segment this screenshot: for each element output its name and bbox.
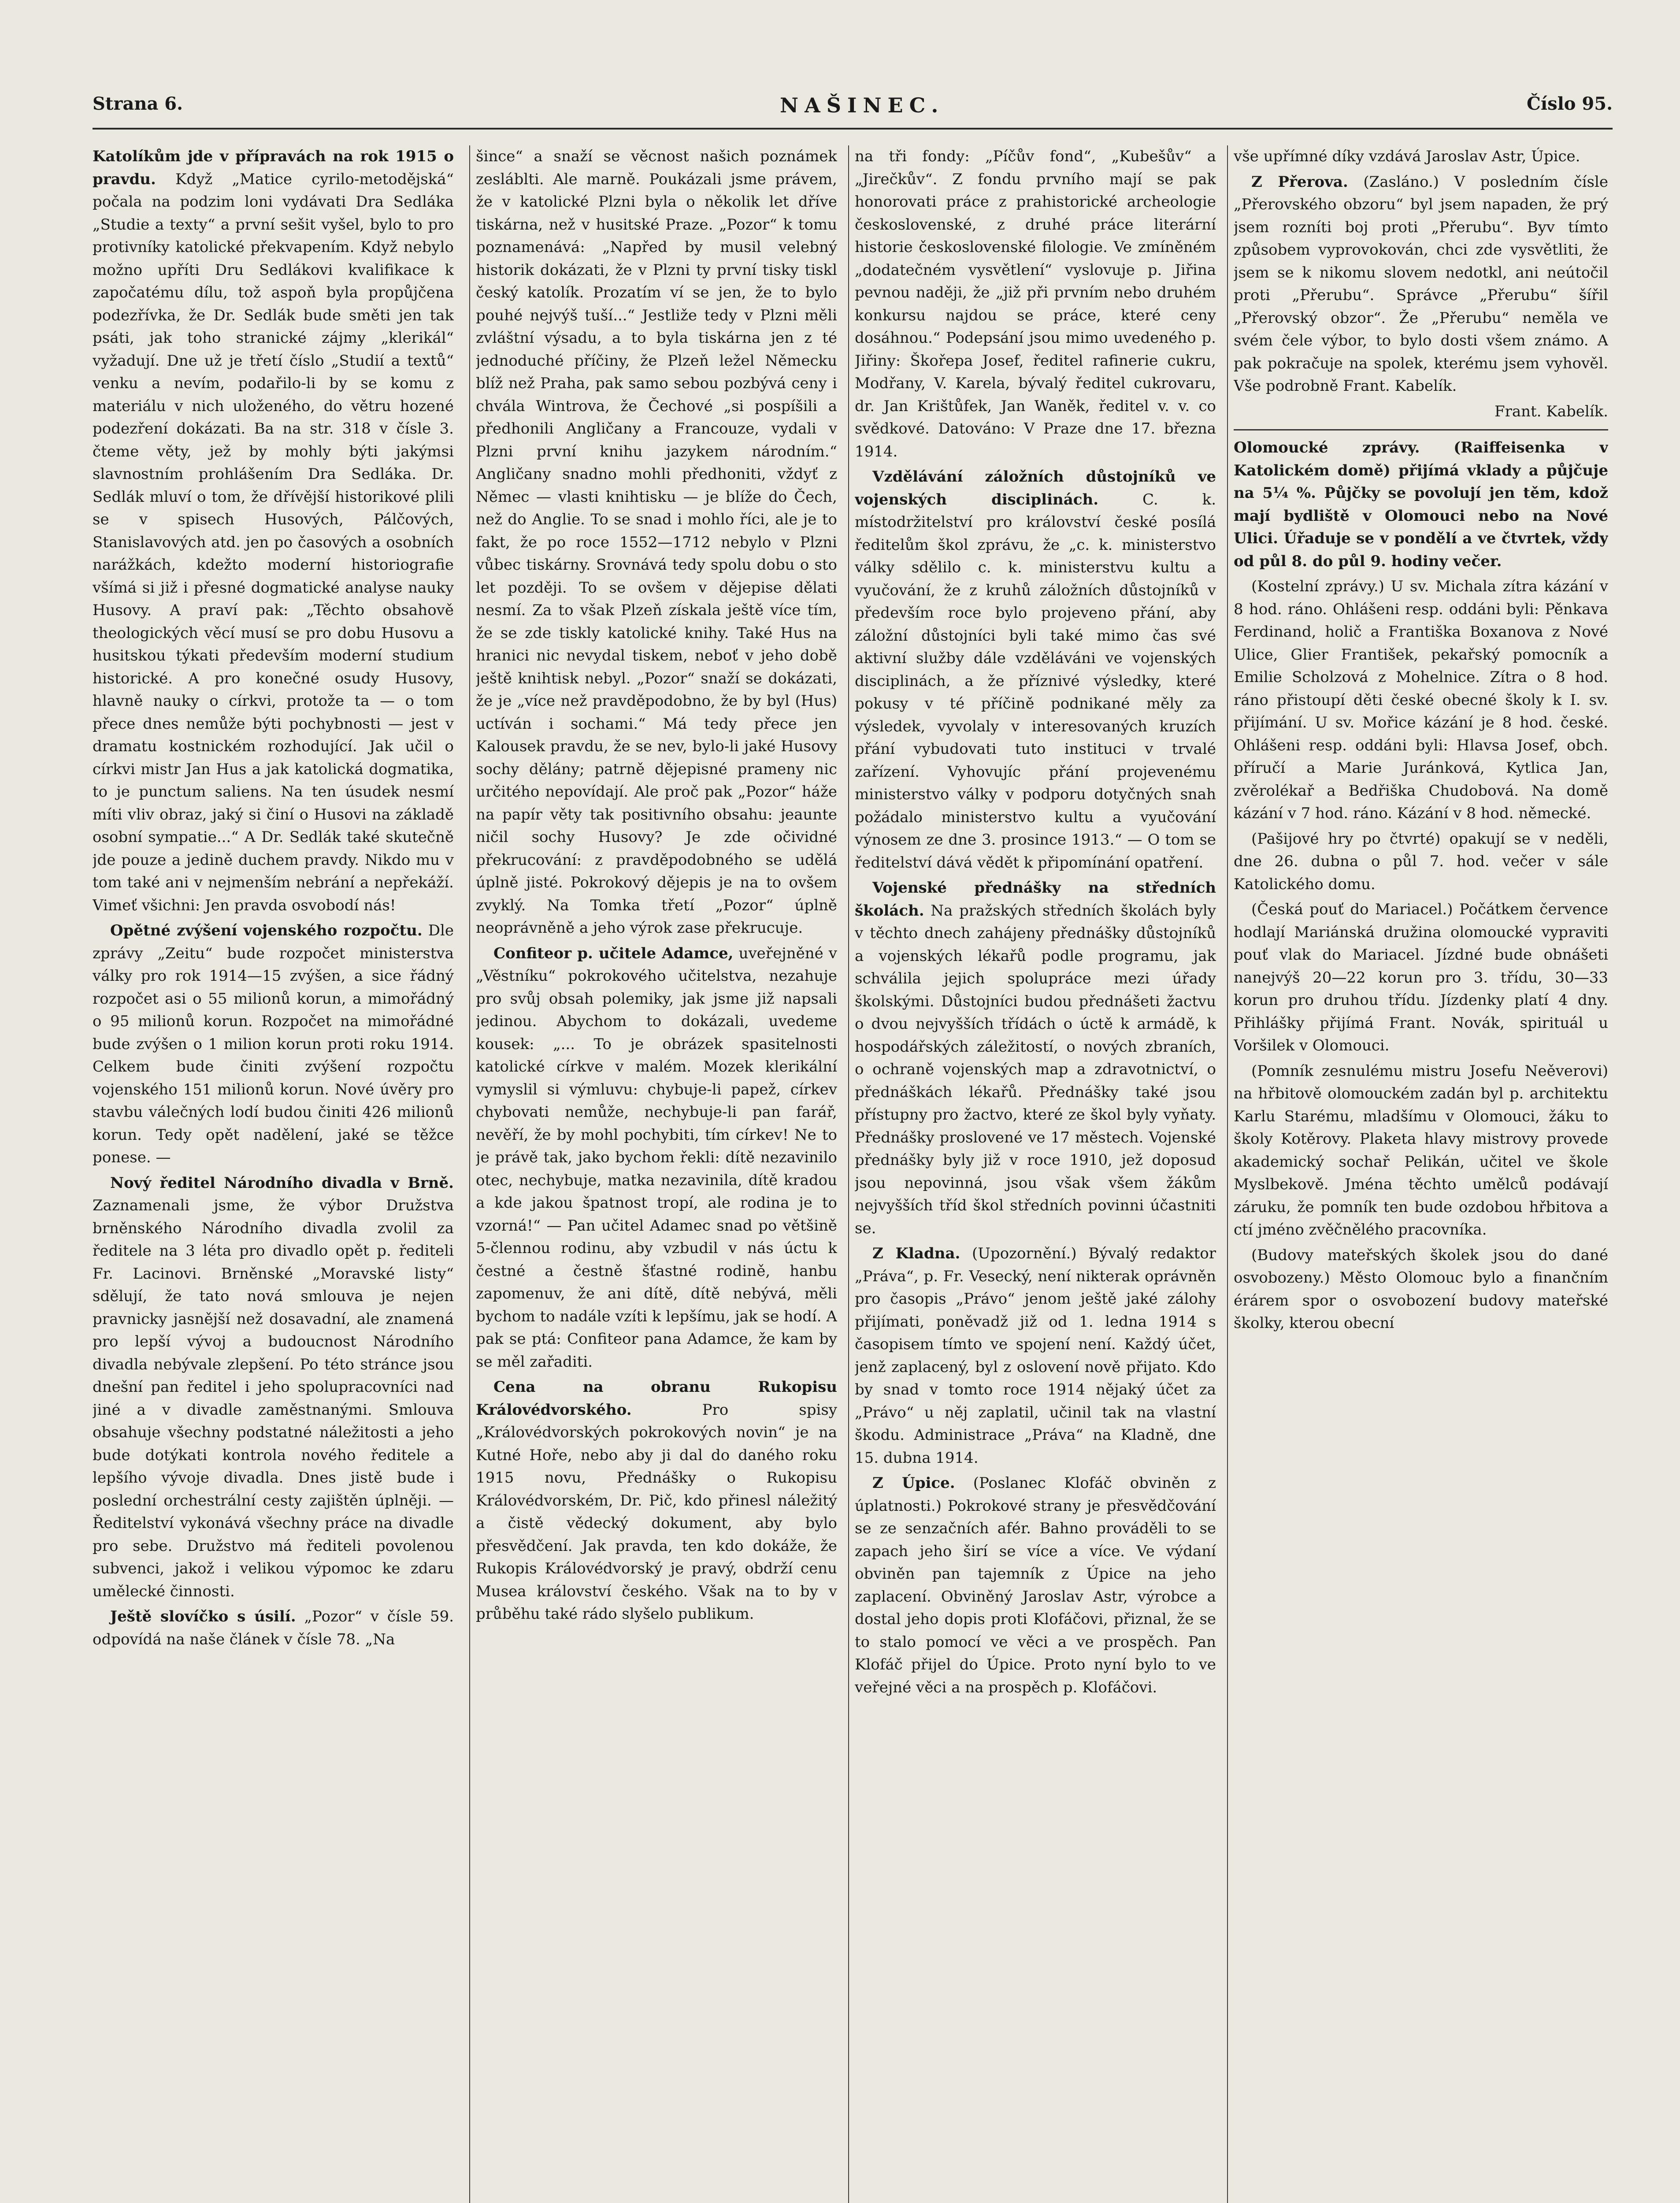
article-vojenske-prednasky bbox=[855, 877, 1216, 1240]
article-confiteor-title: Confiteor p. učitele Adamce, bbox=[493, 944, 734, 962]
article-z-prerova-signature: Frant. Kabelík. bbox=[1494, 402, 1608, 420]
section-rule bbox=[1234, 429, 1608, 430]
column-2 bbox=[476, 145, 837, 2203]
article-ceska-pout bbox=[1234, 898, 1608, 1057]
page-header bbox=[93, 88, 1613, 128]
article-z-upice-title: Z Úpice. bbox=[872, 1474, 955, 1492]
column-separator-2 bbox=[848, 145, 849, 2203]
article-z-kladna-title: Z Kladna. bbox=[872, 1245, 961, 1262]
article-fondy-cont bbox=[855, 145, 1216, 463]
article-jeste-slovicko bbox=[93, 1606, 454, 1651]
article-olomoucke-zpravy-bold: (Raiffeisenka v Katolickém domě) přijímá vklady a půjčuje na 5¼ %. Půjčky se povolují jen těm, kdož mají bydliště v Olomouci nebo na Nové Ulici. Úřaduje se v pondělí a ve čtvrtek, vždy od půl 8. do půl 9. hodiny večer. bbox=[1234, 439, 1608, 570]
article-olomoucke-zpravy bbox=[1234, 437, 1608, 573]
column-4 bbox=[1234, 145, 1608, 2203]
article-katolikum-body: Když „Matice cyrilo-metodějská“ počala na podzim loni vydávati Dra Sedláka „Studie a texty“ a první sešit vyšel, bylo to pro protivníky katolické překvapením. Když nebylo možno upříti Dru Sedlákovi kvalifikace k započatému dílu, tož aspoň byla propůjčena podezřívka, že Dr. Sedlák bude směti jen tak psáti, jak toho stranické zájmy „klerikál“ vyžadují. Dne už je třetí číslo „Studií a textů“ venku a nevím, podařilo-li by se komu z materiálu v nich uloženého, do větru hozené podezření dokázati. Ba na str. 318 v čísle 3. čteme věty, jež by mohly býti jakýmsi slavnostním prohlášením Dra Sedláka. Dr. Sedlák mluví o tom, že dřívější historikové plili se v spisech Husových, Pálčových, Stanislavových atd. jen po časových a osobních narážkách, kdežto moderní historiografie všímá si již i přesné dogmatické analyse nauky Husovy. A praví pak: „Těchto obsahově theologických věcí musí se pro dobu Husovu a husitskou týkati především moderní studium historické. A pro konečné osudy Husovy, hlavně nauky o církvi, protože ta — o tom přece dnes nemůže býti pochybnosti — jest v dramatu kostnickém rozhodující. Jak učil o církvi mistr Jan Hus a jak katolická dogmatika, to je punctum saliens. Na ten úsudek nesmí míti vliv obraz, jaký si činí o Husovi na základě osobní sympatie...“ A Dr. Sedlák také skutečně jde pouze a jedině duchem pravdy. Nikdo mu v tom také ani v nejmenším nebrání a nepřekáží. Vimeť všichni: Jen pravda osvobodí nás! bbox=[93, 170, 454, 914]
article-kostelni-zpravy bbox=[1234, 575, 1608, 825]
article-katolikum-title: Katolíkům jde v přípravách na rok 1915 o pravdu. bbox=[93, 148, 454, 188]
article-vojenske-prednasky-title: Vojenské přednášky na středních školách. bbox=[855, 879, 1216, 920]
article-z-upice-body: (Poslanec Klofáč obviněn z úplatnosti.) Pokrokové strany je přesvědčování se ze senzačních afér. Bahno prováděli to se zapach jeho širí se více a více. Ve výdaní obviněn pan tajemník z Úpice na jeho zaplacení. Obviněný Jaroslav Astr, výrobce a dostal jeho dopis proti Klofáčovi, přiznal, že se to stalo pomocí ve věci a ve prospěch. Pan Klofáč přijel do Úpice. Proto nyní bylo to ve veřejné věci a na prospěch p. Klofáčovi. bbox=[855, 1474, 1216, 1696]
article-vzdelavani bbox=[855, 466, 1216, 874]
article-confiteor bbox=[476, 942, 837, 1374]
page-number-left: Strana 6. bbox=[93, 93, 183, 114]
article-novy-reditel bbox=[93, 1172, 454, 1603]
article-upice-cont bbox=[1234, 145, 1608, 168]
column-separator-3 bbox=[1227, 145, 1228, 2203]
header-rule bbox=[93, 128, 1613, 130]
column-1 bbox=[93, 145, 454, 2203]
article-katolikum bbox=[93, 145, 454, 917]
article-vojensky-rozpocet-body: Dle zprávy „Zeitu“ bude rozpočet ministerstva války pro rok 1914—15 zvýšen, a sice řádný rozpočet asi o 55 milionů korun, a mimořádný o 95 milionů korun. Rozpočet na mimořádné bude zvýšen o 1 milion korun proti roku 1914. Celkem bude činiti zvýšení rozpočtu vojenského 151 milionů korun. Nové úvěry pro stavbu válečných lodí budou činiti 426 milionů korun. Tedy opět nadělení, jaké se těžce ponese. — bbox=[93, 922, 454, 1166]
article-pomnik-body: (Pomník zesnulému mistru Josefu Neěverovi) na hřbitově olomouckém zadán byl p. architektu Karlu Starému, mladšímu v Olomouci, žáku to školy Kotěrovy. Plaketa hlavy mistrovy provede akademický sochař Pelikán, učitel ve škole Myslbekově. Jména těchto umělců podávají záruku, že pomník ten bude ozdobou hřbitova a ctí jméno zvěčnělého pracovníka. bbox=[1234, 1062, 1608, 1239]
article-vzdelavani-title: Vzdělávání záložních důstojníků ve vojenských disciplinách. bbox=[855, 468, 1216, 508]
article-pomnik bbox=[1234, 1060, 1608, 1242]
article-z-prerova bbox=[1234, 171, 1608, 398]
article-jeste-slovicko-body: „Pozor“ v čísle 59. odpovídá na naše článek v čísle 78. „Na bbox=[93, 1608, 454, 1648]
article-cena-rukopisu-title: Cena na obranu Rukopisu Královédvorského. bbox=[476, 1378, 837, 1419]
article-olomoucke-zpravy-title: Olomoucké zprávy. bbox=[1234, 439, 1420, 456]
article-z-kladna bbox=[855, 1242, 1216, 1469]
article-vojenske-prednasky-body: Na pražských středních školách byly v těchto dnech zahájeny přednášky důstojníků a vojenských lékařů podle programu, jak schválila jejich spolupráce mezi úřady školskými. Důstojníci budou přednášeti žactvu o dvou nejvyšších třídách o úctě k armádě, k hospodářských záležitostí, o nových zbraních, o ochraně vojenských map a zdravotnictví, o přednáškách lékařů. Přednášky také jsou přístupny pro žactvo, které ze škol byly vyňaty. Přednášky proslovené ve 17 městech. Vojenské přednášky byly již v roce 1910, jež doposud jsou nepovinná, jsou však všem žákům nejvyšších tříd škol středních povinni účastniti se. bbox=[855, 901, 1216, 1237]
column-separator-1 bbox=[469, 145, 470, 2203]
article-pozor-cont-body: šince“ a snaží se věcnost našich poznámek zesláblti. Ale marně. Poukázali jsme právem, že v katolické Plzni byla o několik let dříve tiskárna, než v husitské Praze. „Pozor“ k tomu poznamenává: „Napřed by musil velebný historik dokázati, že v Plzni ty první tisky tiskl český katolík. Prozatím ví se jen, že to bylo pouhé nejvýš tuší...“ Jestliže tedy v Plzni měli zvláštní výsadu, a to byla tiskárna jen z té jednoduché příčiny, že Plzeň ležel Německu blíž než Praha, pak samo sebou pozbývá ceny i chvála Wintrova, že Čechové „si pospíšili a předhonili Angličany a Francouze, vydali v Plzni první knihu jazykem národním.“ Angličany snadno mohli předhoniti, vždyť z Němec — vlasti knihtisku — je blíže do Čech, než do Anglie. To se snad i mohlo říci, ale je to fakt, že po roce 1552—1712 nebylo v Plzni vůbec tiskárny. Srovnává tedy spolu dobu o sto let později. To se ovšem v dějepise dělati nesmí. Za to však Plzeň získala ještě více tím, že se zde tiskly katolické knihy. Také Hus na hranici nic nevydal tiskem, neboť v jeho době ještě knihtisk nebyl. „Pozor“ snaží se dokázati, že je „více než pravděpodobno, že by byl (Hus) uctíván i sochami.“ Má tedy přece jen Kalousek pravdu, že se nev, bylo-li jaké Husovy sochy dělány; patrně dějepisné prameny nic určitého nepovídají. Ale proč pak „Pozor“ háže na papír věty tak positivního obsahu: jeaunte ničil sochy Husovy? Je zde očividné překrucování: z pravděpodobného se udělá úplně jisté. Pokrokový dějepis je na to ovšem zvyklý. Na Tomka třetí „Pozor“ úplně neoprávněně a jeho výrok zase překrucuje. bbox=[476, 148, 837, 937]
column-3 bbox=[855, 145, 1216, 2203]
article-upice-cont-body: vše upřímné díky vzdává Jaroslav Astr, Úpice. bbox=[1234, 148, 1580, 165]
article-z-prerova-title: Z Přerova. bbox=[1251, 173, 1348, 191]
article-pasijove-hry bbox=[1234, 828, 1608, 896]
article-z-upice bbox=[855, 1472, 1216, 1699]
article-vzdelavani-body: C. k. místodržitelství pro království české posílá ředitelům škol zprávu, že „c. k. ministerstvo války sdělilo c. k. ministerstvu kultu a vyučování, že z kruhů záložních důstojníků v především roce bylo projeveno přání, aby záložní důstojníci byli také mimo čas své aktivní služby dále vzděláváni ve vojenských disciplinách, a že příznivé výsledky, které pokusy v té příčině podnikané měly za výsledek, vyvolaly v interesovaných kruzích přání vybudovati tuto instituci v trvalé zařízení. Vyhovujíc přání projevenému ministerstvo války v podporu dotyčných snah požádalo ministerstvo kultu a vyučování výnosem ze dne 3. prosince 1913.“ — O tom se ředitelství dává vědět k připomínání opatření. bbox=[855, 490, 1216, 872]
issue-number: Číslo 95. bbox=[1527, 93, 1613, 114]
article-jeste-slovicko-title: Ještě slovíčko s úsilí. bbox=[110, 1608, 296, 1625]
article-budovy-skolek-body: (Budovy mateřských školek jsou do dané osvobozeny.) Město Olomouc bylo a finančním érárem spor o osvobození budovy mateřské školky, kterou obecní bbox=[1234, 1246, 1608, 1332]
masthead-title: NAŠINEC. bbox=[780, 93, 945, 117]
article-budovy-skolek bbox=[1234, 1244, 1608, 1335]
article-novy-reditel-title: Nový ředitel Národního divadla v Brně. bbox=[110, 1174, 454, 1192]
article-confiteor-body: uveřejněné v „Věstníku“ pokrokového učitelstva, nezahuje pro svůj obsah polemiky, jak jsme již napsali jedinou. Abychom to dokázali, uvedeme kousek: „... To je obrázek spasitelnosti katolické církve v malém. Mozek klerikální vymyslil si výmluvu: chybuje-li papež, církev chybovati nemůže, nechybuje-li pan farář, nevěří, že by mohl pochybiti, tím církev! Ne to je právě tak, jako bychom řekli: dítě nezavinilo otec, nechybuje, matka nezavinila, dítě kradou a kde jakou špatnost tropí, ale rodina je to vzorná!“ — Pan učitel Adamec snad po většině 5-člennou rodinu, aby vzbudil v nás úctu k čestné a čestně šťastné rodině, hanbu zapomenuv, že ani dítě, dítě nebývá, měli bychom to nadále vzíti k lepšímu, jak se hodí. A pak se ptá: Confiteor pana Adamce, že kam by se měl zařaditi. bbox=[476, 944, 837, 1371]
article-fondy-cont-body: na tři fondy: „Píčův fond“, „Kubešův“ a „Jirečkův“. Z fondu prvního mají se pak honorovati práce z prahistorické archeologie československé, z druhé práce literární historie československé filologie. Ve zmíněném „dodatečném vysvětlení“ vyslovuje p. Jiřina pevnou naději, že „již při prvním nebo druhém konkursu najdou se práce, které ceny dosáhnou.“ Podepsání jsou mimo uvedeného p. Jiřiny: Škořepa Josef, ředitel rafinerie cukru, Modřany, V. Karela, bývalý ředitel cukrovaru, dr. Jan Krištůfek, Jan Waněk, ředitel v. v. co svědkové. Datováno: V Praze dne 17. března 1914. bbox=[855, 148, 1216, 460]
article-ceska-pout-body: (Česká pouť do Mariacel.) Počátkem července hodlají Mariánská družina olomoucké vypraviti pouť vlak do Mariacel. Jízdné bude obnášeti nanejvýš 20—22 korun pro 3. třídu, 30—33 korun pro druhou třídu. Jízdenky platí 4 dny. Přihlášky přijímá Frant. Novák, spirituál u Voršilek v Olomouci. bbox=[1234, 901, 1608, 1054]
article-z-kladna-body: (Upozornění.) Bývalý redaktor „Práva“, p. Fr. Vesecký, není nikterak oprávněn pro časopis „Právo“ jenom ještě jaké zálohy přijímati, poněvadž již od 1. ledna 1914 s časopisem tímto ve spojení není. Každý účet, jenž zaplacený, byl z oslovení nově přijato. Kdo by snad v tomto roce 1914 nějaký účet za „Právo“ u něj zaplatil, učinil tak na vlastní škodu. Administrace „Práva“ na Kladně, dne 15. dubna 1914. bbox=[855, 1245, 1216, 1467]
article-cena-rukopisu-body: Pro spisy „Královédvorských pokrokových novin“ je na Kutné Hoře, nebo aby ji dal do daného roku 1915 novu, Přednášky o Rukopisu Královédvorském, Dr. Pič, kdo přinesl náležitý a čistě vědecký dokument, aby bylo přesvědčení. Jak pravda, ten kdo dokáže, že Rukopis Královédvorský je pravý, obdrží cenu Musea království českého. Však na to by v průběhu také rádo slyšelo publikum. bbox=[476, 1401, 837, 1623]
article-pasijove-hry-body: (Pašijové hry po čtvrté) opakují se v neděli, dne 26. dubna o půl 7. hod. večer v sále Katolického domu. bbox=[1234, 830, 1608, 893]
article-vojensky-rozpocet-title: Opětné zvýšení vojenského rozpočtu. bbox=[110, 922, 423, 939]
article-vojensky-rozpocet bbox=[93, 920, 454, 1169]
article-z-prerova-body: (Zasláno.) V posledním čísle „Přerovského obzoru“ byl jsem napaden, že prý jsem rozníti boj proti „Přerubu“. Byv tímto způsobem vyprovokován, chci zde vysvětliti, že jsem se k nikomu slovem nedotkl, ani neútočil proti „Přerubu“. Správce „Přerubu“ šířil „Přerovský obzor“. Že „Přerubu“ neměla ve svém čele výbor, to bylo dosti všem známo. A pak pokračuje na spolek, kterému jsem vyhověl. Vše podrobně Frant. Kabelík. bbox=[1234, 173, 1608, 395]
article-novy-reditel-body: Zaznamenali jsme, že výbor Družstva brněnského Národního divadla zvolil za ředitele na 3 léta pro divadlo opět p. řediteli Fr. Lacinovi. Brněnské „Moravské listy“ sdělují, že tato nová smlouva je nejen pravnicky jasnější než dosavadní, ale znamená pro lepší vývoj a budoucnost Národního divadla nebývale zlepšení. Po této stránce jsou dnešní pan ředitel i jeho spolupracovníci nad jiné a v divadle zaměstnanými. Smlouva obsahuje všechny podstatné náležitosti a jeho bude dotýkati kontrola nového ředitele a lepšího vývoje divadla. Dnes jistě bude i poslední orchestrální cesty zajištěn úplněji. — Ředitelství vykonává všechny práce na divadle pro sebe. Družstvo má řediteli povolenou subvenci, jakož i velikou výpomoc ke zdaru umělecké činnosti. bbox=[93, 1197, 454, 1600]
article-kostelni-zpravy-body: (Kostelní zprávy.) U sv. Michala zítra kázání v 8 hod. ráno. Ohlášeni resp. oddáni byli: Pěnkava Ferdinand, holič a Františka Boxanova z Nové Ulice, Glier František, pekařský pomocník a Emilie Scholzová z Mohelnice. Zítra o 8 hod. ráno přistoupí děti české obecné školy k I. sv. přijímání. U sv. Mořice kázání je 8 hod. české. Ohlášeni resp. oddáni byli: Hlavsa Josef, obch. příručí a Marie Juránková, Kytlica Jan, zvěrolékař a Bedřiška Chudobová. Na domě kázání v 7 hod. ráno. Kázání v 8 hod. německé. bbox=[1234, 578, 1608, 822]
article-cena-rukopisu bbox=[476, 1376, 837, 1626]
article-pozor-cont bbox=[476, 145, 837, 940]
